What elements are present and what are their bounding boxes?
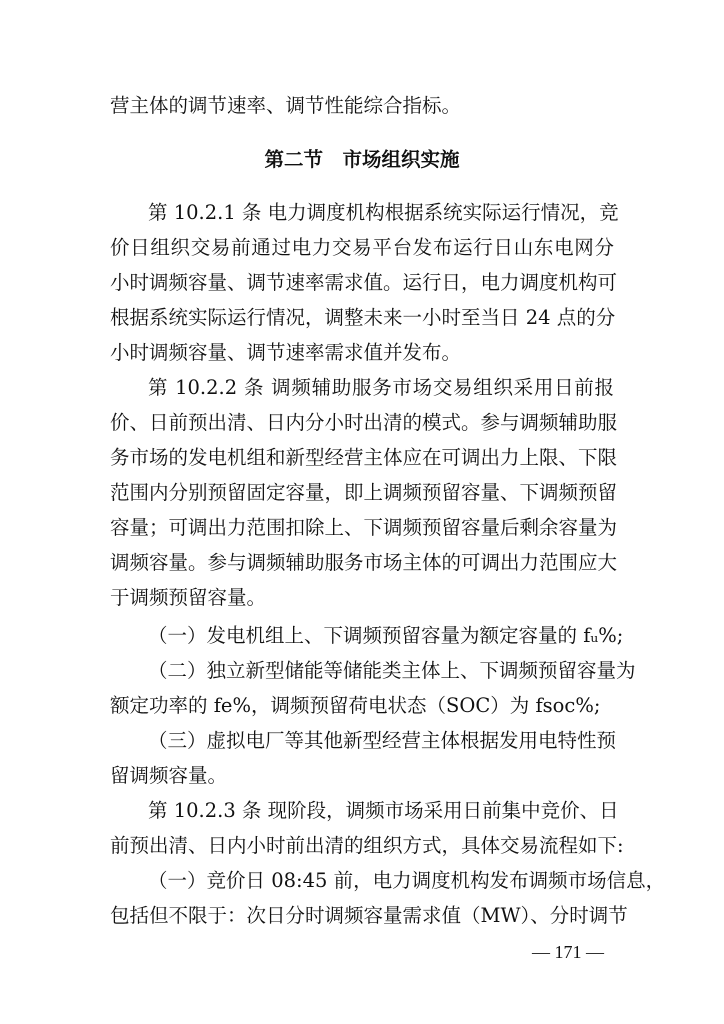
paragraph-line-1: 营主体的调节速率、调节性能综合指标。 [110, 94, 462, 117]
section-heading: 第二节 市场组织实施 [264, 148, 460, 171]
paragraph-line-22: 包括但不限于：次日分时调频容量需求值（MW）、分时调节 [110, 904, 628, 927]
paragraph-line-16: 额定功率的 fe%，调频预留荷电状态（SOC）为 fsoc%; [110, 694, 601, 717]
paragraph-line-19: 第 10.2.3 条 现阶段，调频市场采用日前集中竞价、日 [148, 799, 619, 822]
paragraph-line-11: 容量；可调出力范围扣除上、下调频预留容量后剩余容量为 [110, 516, 618, 539]
paragraph-line-21: （一）竞价日 08:45 前，电力调度机构发布调频市场信息， [148, 869, 666, 892]
paragraph-line-15: （二）独立新型储能等储能类主体上、下调频预留容量为 [148, 659, 636, 682]
paragraph-line-4: 小时调频容量、调节速率需求值。运行日，电力调度机构可 [110, 271, 618, 294]
paragraph-line-6: 小时调频容量、调节速率需求值并发布。 [110, 341, 462, 364]
paragraph-line-8: 价、日前预出清、日内分小时出清的模式。参与调频辅助服 [110, 411, 618, 434]
paragraph-line-12: 调频容量。参与调频辅助服务市场主体的可调出力范围应大 [110, 551, 618, 574]
paragraph-line-2: 第 10.2.1 条 电力调度机构根据系统实际运行情况，竞 [148, 201, 619, 224]
paragraph-line-7: 第 10.2.2 条 调频辅助服务市场交易组织采用日前报 [148, 376, 614, 399]
paragraph-line-14: （一）发电机组上、下调频预留容量为额定容量的 fᵤ%; [148, 624, 624, 647]
paragraph-line-18: 留调频容量。 [110, 764, 228, 787]
paragraph-line-17: （三）虚拟电厂等其他新型经营主体根据发用电特性预 [148, 729, 617, 752]
paragraph-line-13: 于调频预留容量。 [110, 586, 267, 609]
paragraph-line-3: 价日组织交易前通过电力交易平台发布运行日山东电网分 [110, 236, 614, 259]
paragraph-line-10: 范围内分别预留固定容量，即上调频预留容量、下调频预留 [110, 481, 618, 504]
paragraph-line-20: 前预出清、日内小时前出清的组织方式，具体交易流程如下: [110, 834, 624, 857]
paragraph-line-9: 务市场的发电机组和新型经营主体应在可调出力上限、下限 [110, 446, 618, 469]
page-number: — 171 — [532, 942, 604, 962]
paragraph-line-5: 根据系统实际运行情况，调整未来一小时至当日 24 点的分 [110, 306, 616, 329]
